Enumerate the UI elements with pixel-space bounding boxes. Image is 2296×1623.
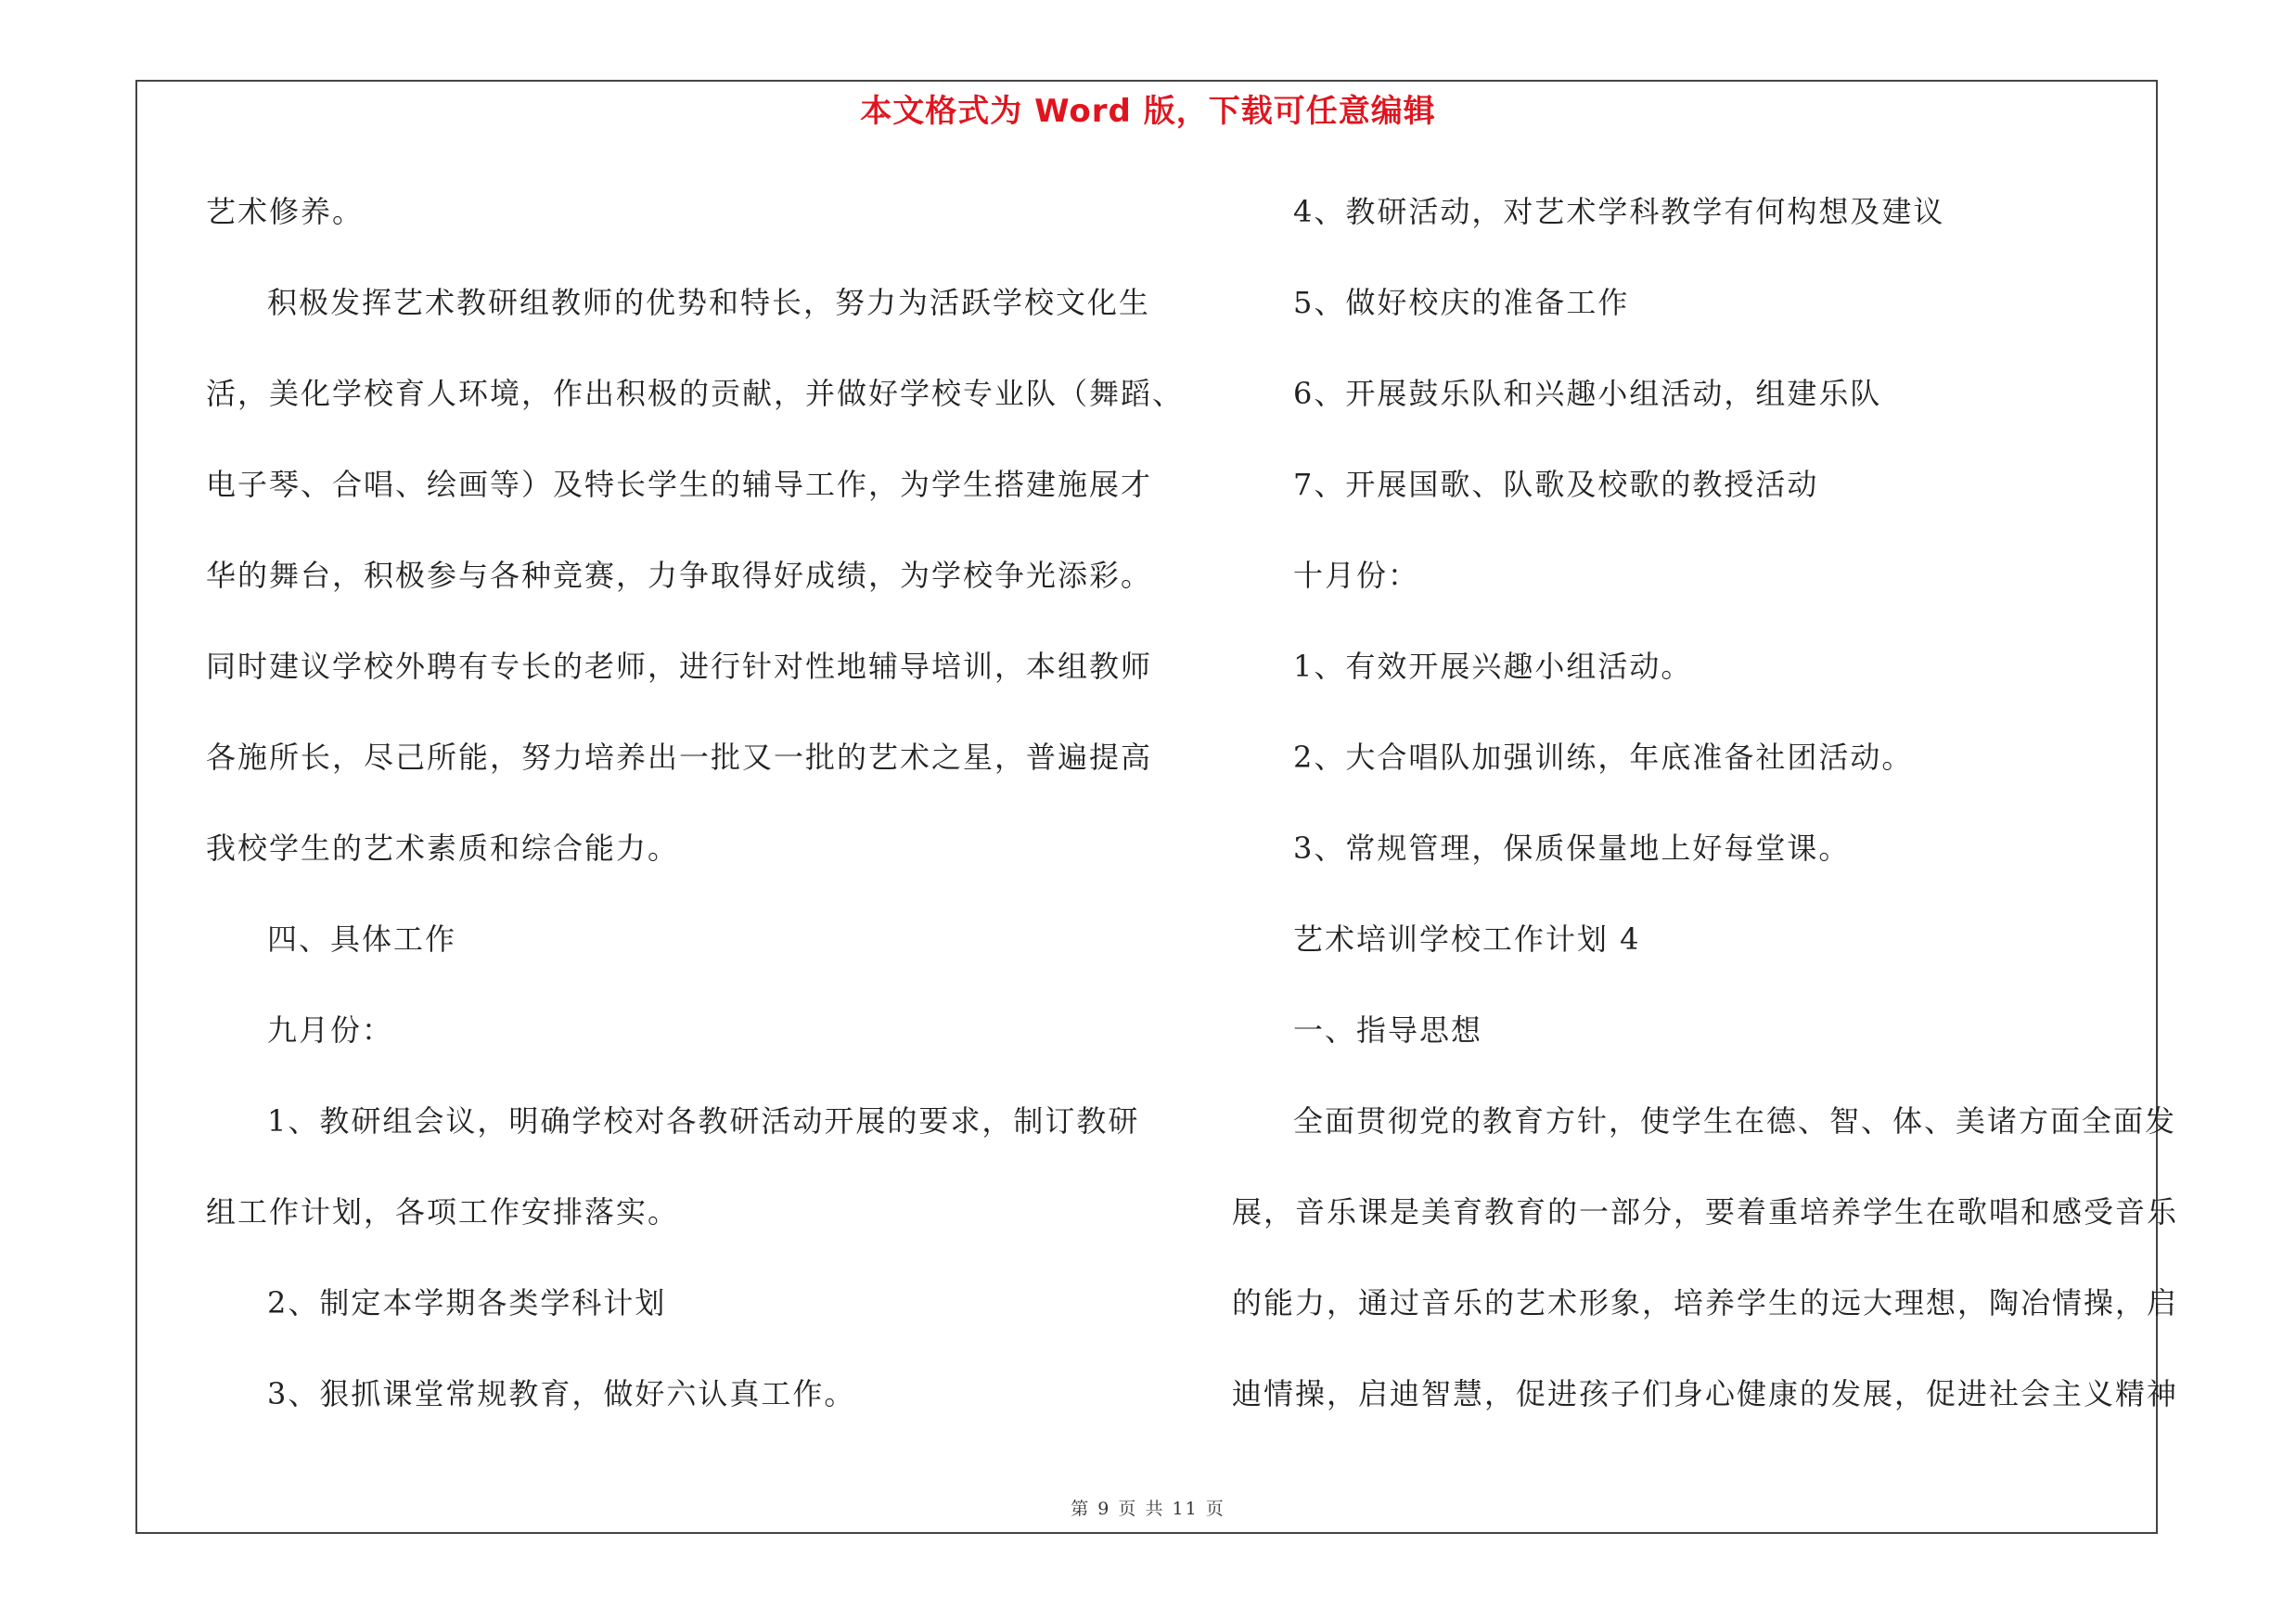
text-line: 展，音乐课是美育教育的一部分，要着重培养学生在歌唱和感受音乐 [1232,1194,2179,1230]
text-line: 5、做好校庆的准备工作 [1293,285,1630,320]
text-line: 1、有效开展兴趣小组活动。 [1293,649,1693,684]
text-line: 九月份： [267,1012,394,1048]
text-line: 我校学生的艺术素质和综合能力。 [206,831,680,866]
page-number-footer: 第 9 页 共 11 页 [1071,1499,1225,1519]
text-line: 2、制定本学期各类学科计划 [267,1285,667,1320]
left-text-column [206,184,1185,1457]
format-notice-banner: 本文格式为 Word 版，下载可任意编辑 [860,93,1436,130]
text-line: 3、常规管理，保质保量地上好每堂课。 [1293,831,1851,866]
text-line: 十月份： [1293,558,1420,593]
text-line: 组工作计划，各项工作安排落实。 [206,1194,680,1230]
text-line: 电子琴、合唱、绘画等）及特长学生的辅导工作，为学生搭建施展才 [206,467,1153,502]
text-line: 四、具体工作 [267,921,457,957]
text-line: 全面贯彻党的教育方针，使学生在德、智、体、美诸方面全面发 [1293,1103,2177,1139]
text-line: 的能力，通过音乐的艺术形象，培养学生的远大理想，陶冶情操，启 [1232,1285,2179,1320]
text-line: 艺术培训学校工作计划 4 [1293,921,1641,957]
text-line: 艺术修养。 [206,194,365,229]
text-line: 一、指导思想 [1293,1012,1483,1048]
text-line: 6、开展鼓乐队和兴趣小组活动，组建乐队 [1293,376,1882,411]
text-line: 华的舞台，积极参与各种竞赛，力争取得好成绩，为学校争光添彩。 [206,558,1153,593]
text-line: 积极发挥艺术教研组教师的优势和特长，努力为活跃学校文化生 [267,285,1151,320]
text-line: 2、大合唱队加强训练，年底准备社团活动。 [1293,740,1914,775]
text-line: 同时建议学校外聘有专长的老师，进行针对性地辅导培训，本组教师 [206,649,1153,684]
text-line: 4、教研活动，对艺术学科教学有何构想及建议 [1293,194,1945,229]
text-line: 3、狠抓课堂常规教育，做好六认真工作。 [267,1376,856,1411]
text-line: 7、开展国歌、队歌及校歌的教授活动 [1293,467,1819,502]
text-line: 迪情操，启迪智慧，促进孩子们身心健康的发展，促进社会主义精神 [1232,1376,2179,1411]
text-line: 活，美化学校育人环境，作出积极的贡献，并做好学校专业队（舞蹈、 [206,376,1185,411]
text-line: 各施所长，尽己所能，努力培养出一批又一批的艺术之星，普遍提高 [206,740,1153,775]
text-line: 1、教研组会议，明确学校对各教研活动开展的要求，制订教研 [267,1103,1140,1139]
right-text-column [1232,184,2179,1457]
